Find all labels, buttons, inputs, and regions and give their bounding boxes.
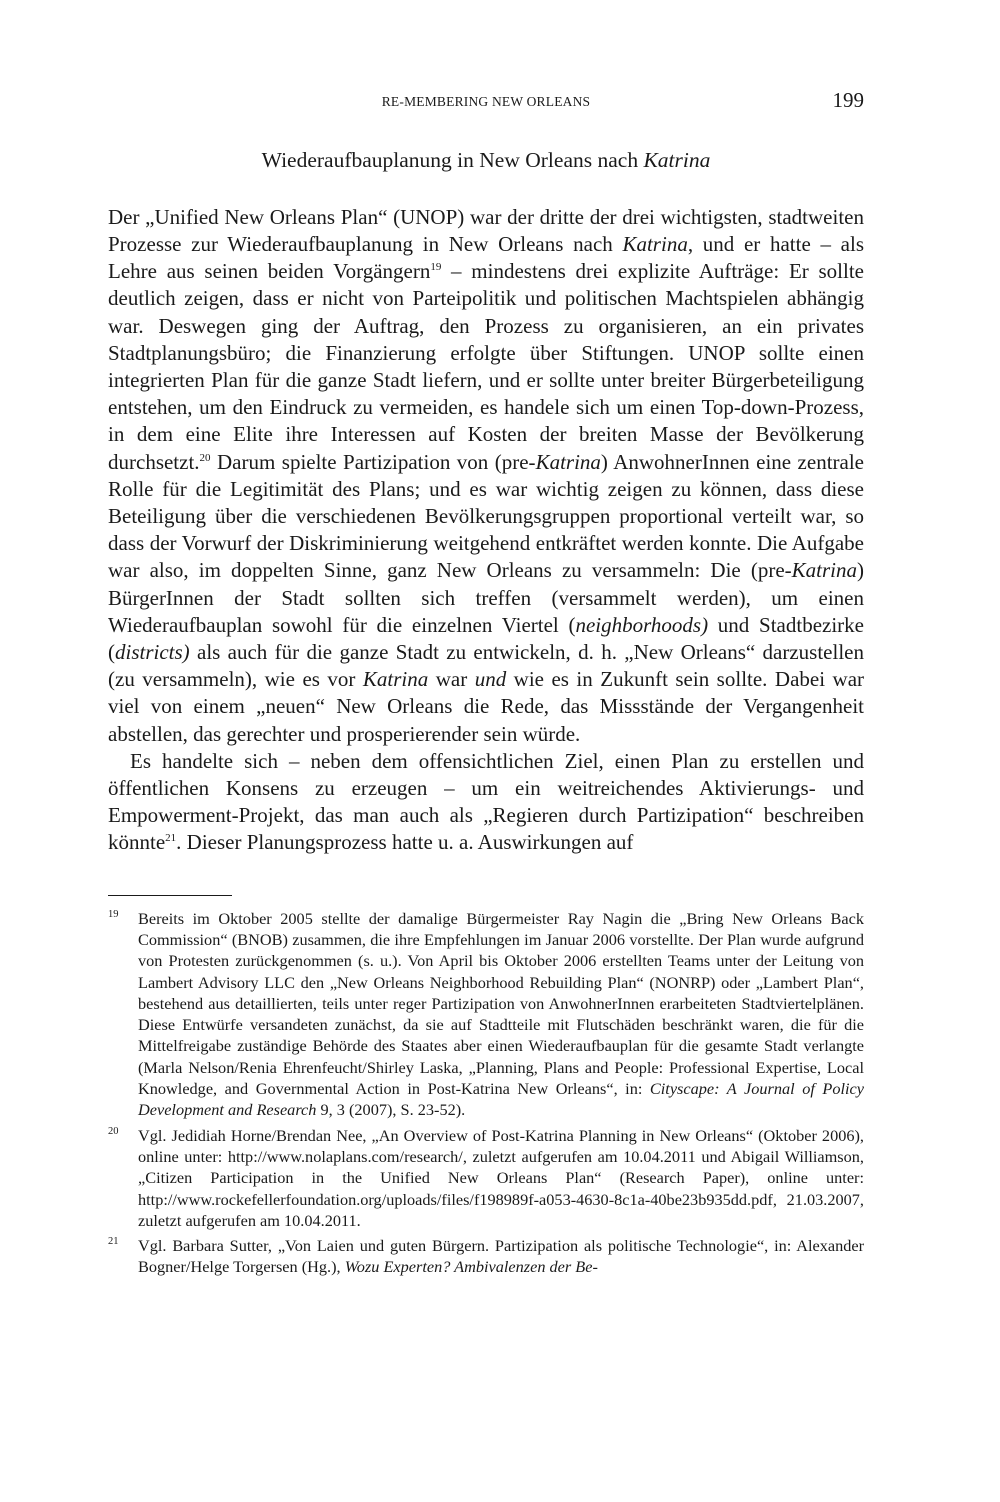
text-run: war [428,667,475,692]
footnote-text: Vgl. Jedidiah Horne/Brendan Nee, „An Overview of Post-Katrina Planning in New Orleans“ (Oktober 2006), online unter: http://www.nolaplans.com/research/, zuletzt aufgerufen am 10.04.2011 und Abigail Williamson, „Citizen Participation in the Unified New Orleans Plan“ (Research Paper), online unter: http://www.rockefellerfoundation.org/uploads/files/f198989f-a053-4630-8c1a-40be23b935dd.pdf, 21.03.2007, zuletzt aufgerufen am 10.04.2011. [138,1125,864,1230]
section-heading-text: Wiederaufbauplanung in New Orleans nach [261,148,644,172]
italic-run: neighborhoods) [575,612,709,637]
text-run: als auch für die ganze Stadt zu entwickeln, d. h. „New Orleans“ darzustellen (zu versammeln), wie es vor [108,640,864,692]
footnote-text: 9, 3 (2007), S. 23-52). [316,1100,466,1120]
italic-run: Katrina [535,449,601,474]
text-run: Der „Unified New Orleans Plan“ (UNOP) war der dritte der drei wichtigsten, stadtweiten Prozesse zur Wiederaufbauplanung in New Orleans nach [108,204,864,256]
footnote-divider [108,895,232,896]
italic-run: Katrina [791,558,857,583]
book-page [108,88,864,1282]
footnote-ref-21[interactable]: 21 [165,832,177,845]
text-run: – mindestens drei explizite Aufträge: Er sollte deutlich zeigen, dass er nicht von Parteipolitik und politischen Machtspielen abhängig war. Deswegen ging der Auftrag, den Prozess zu organisieren, an ein privates Stadtplanungsbüro; die Finanzierung erfolgte über Stiftungen. UNOP sollte einen integrierten Plan für die ganze Stadt liefern, und er sollte unter breiter Bürgerbeteiligung entstehen, um den Eindruck zu vermeiden, es handele sich um einen Top-down-Prozess, in dem eine Elite ihre Interessen auf Kosten der breiten Masse der Bevölkerung durchsetzt. [108,259,864,474]
running-head [108,88,864,118]
text-run: . Dieser Planungsprozess hatte u. a. Auswirkungen auf [176,830,634,855]
section-heading-italic: Katrina [643,148,711,172]
paragraph-1 [108,204,864,748]
footnotes [108,908,864,1278]
footnote-ref-20[interactable]: 20 [199,451,211,464]
section-heading [108,148,864,174]
italic-run: Katrina [362,667,429,692]
text-run: wie es in Zukunft sein sollte. Dabei war viel von einem „neuen“ New Orleans die Rede, das Missstände der Vergangenheit abstellen, das gerechter und prosperierender sein würde. [108,667,865,746]
footnote-number: 20 [108,1125,119,1137]
italic-run: districts) [115,640,190,665]
footnote-italic: Cityscape: A Journal of Policy Development and Research [138,1079,864,1120]
text-run: ) AnwohnerInnen eine zentrale Rolle für die Legitimität des Plans; und es war wichtig zeigen zu können, dass diese Beteiligung über die verschiedenen Bevölkerungsgruppen proportional verteilt war, so dass der Vorwurf der Diskriminierung weitgehend entkräftet werden konnte. Die Aufgabe war also, im doppelten Sinne, ganz New Orleans zu versammeln: Die (pre- [108,449,864,583]
footnote-text: Bereits im Oktober 2005 stellte der damalige Bürgermeister Ray Nagin die „Bring New Orleans Back Commission“ (BNOB) zusammen, die ihre Empfehlungen im Januar 2006 vorstellte. Der Plan wurde aufgrund von Protesten zurückgenommen (s. u.). Von April bis Oktober 2006 erstellten Teams unter der Leitung von Lambert Advisory LLC den „New Orleans Neighborhood Rebuilding Plan“ (NONRP) oder „Lambert Plan“, bestehend aus detaillierten, teils unter reger Partizipation von AnwohnerInnen erarbeiteten Stadtviertelplänen. Diese Entwürfe versandeten zunächst, da sie auf Stadtteile mit Flutschäden beschränkt waren, die für die Mittelfreigabe zuständige Behörde des Staates aber einen Wiederaufbauplan für die gesamte Stadt verlangte (Marla Nelson/Renia Ehrenfeucht/Shirley Laska, „Planning, Plans and People: Professional Expertise, Local Knowledge, and Governmental Action in Post-Katrina New Orleans“, in: [138,908,864,1099]
footnote-ref-19[interactable]: 19 [430,261,442,274]
footnote-text: Vgl. Barbara Sutter, „Von Laien und guten Bürgern. Partizipation als politische Technologie“, in: Alexander Bogner/Helge Torgersen (Hg.), [138,1236,864,1277]
footnote-number: 19 [108,908,119,920]
footnote-number: 21 [108,1236,119,1248]
text-run: und Stadtbezirke ( [108,612,864,665]
paragraph-2 [108,748,864,857]
italic-run: Katrina [622,232,688,256]
text-run: , und er hatte – als Lehre aus seinen beiden Vorgängern [108,232,865,284]
text-run: Es handelte sich – neben dem offensichtlichen Ziel, einen Plan zu erstellen und öffentlichen Konsens zu erzeugen – um ein weitreichendes Aktivierungs- und Empowerment-Projekt, das man auch als „Regieren durch Partizipation“ beschreiben könnte [108,748,864,855]
footnote-italic: Wozu Experten? Ambivalenzen der Be- [344,1257,598,1277]
footnote-20 [108,1125,864,1231]
body-text [108,204,864,857]
italic-run: und [474,667,507,692]
page-number: 199 [832,88,864,112]
footnote-19 [108,908,864,1121]
text-run: ) BürgerInnen der Stadt sollten sich treffen (versammelt werden), um einen Wiederaufbauplan sowohl für die einzelnen Viertel ( [108,558,864,637]
text-run: Darum spielte Partizipation von (pre- [210,449,536,474]
footnote-21 [108,1235,864,1278]
running-title: RE-MEMBERING NEW ORLEANS [381,94,591,109]
